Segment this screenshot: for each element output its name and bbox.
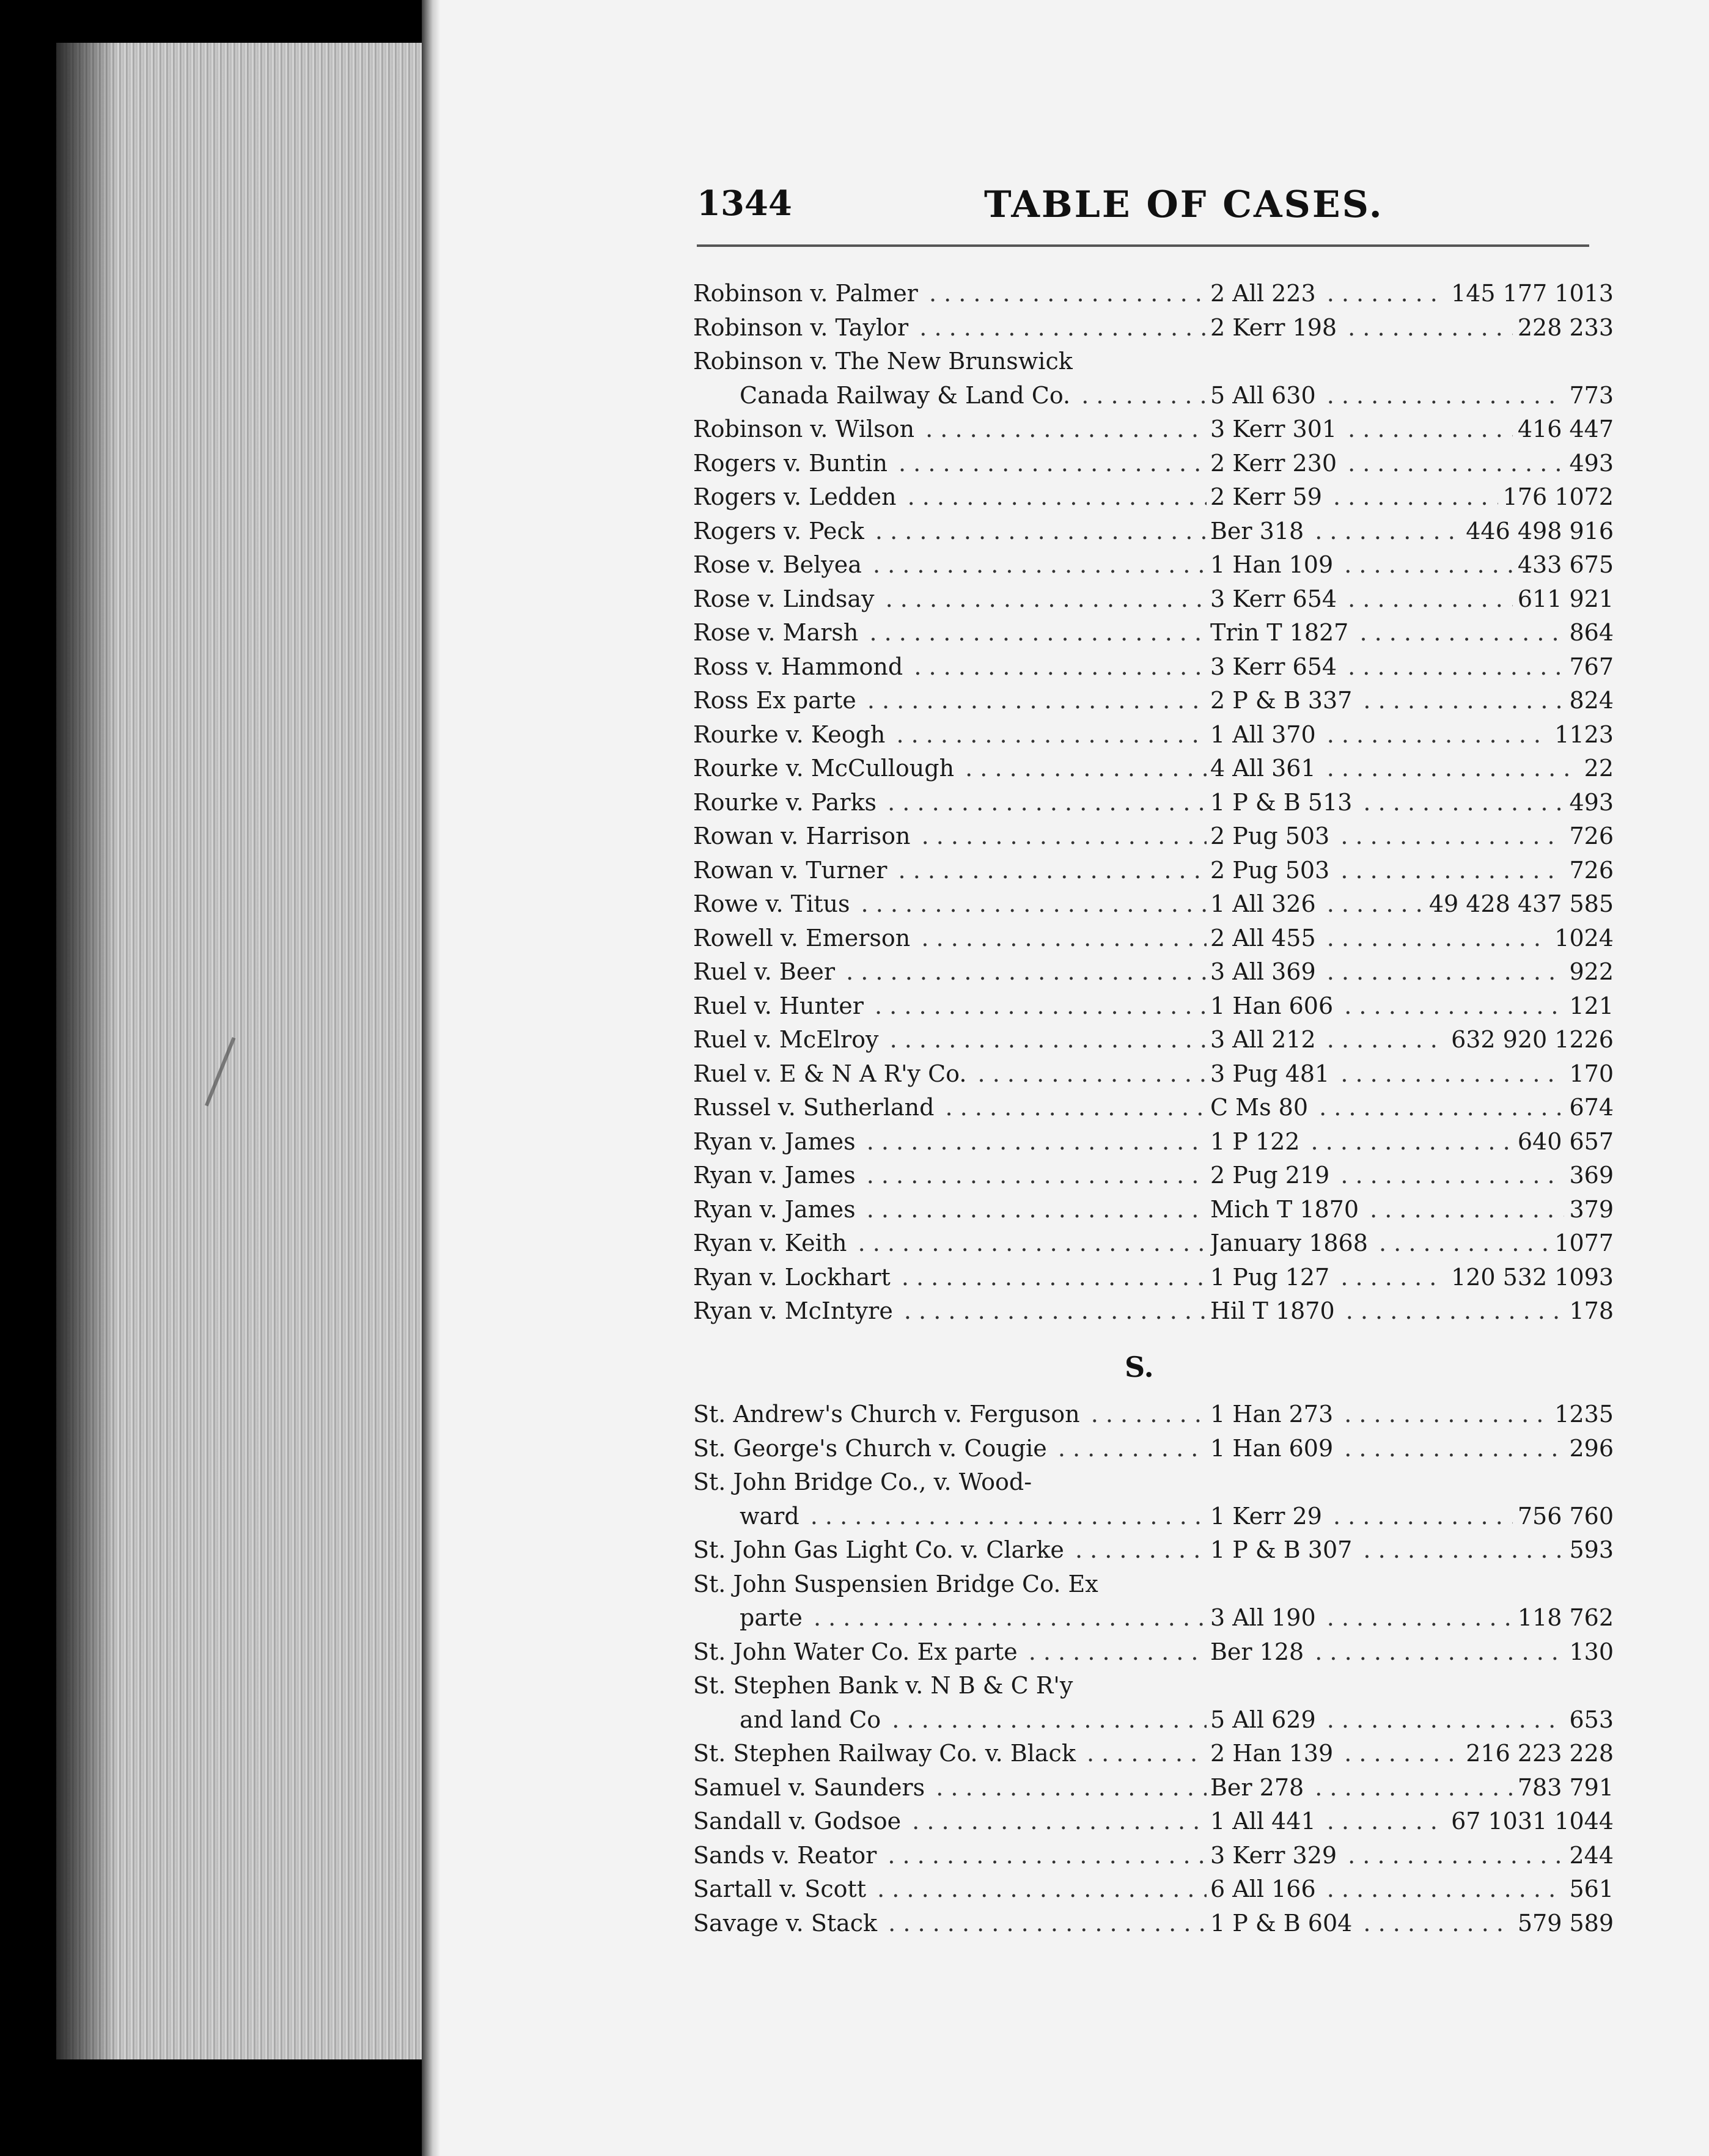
case-pages: 130 [1564,1638,1614,1665]
case-citation: 1 P & B 307 . . . [1210,1536,1614,1563]
case-row [678,1502,1614,1537]
case-citation: Trin T 1827 . . . [1210,619,1614,646]
case-name: Ryan v. James . . . [693,1196,1207,1223]
case-name: Ryan v. James . . . [693,1128,1207,1155]
case-citation: 1 Han 273 . . . [1210,1401,1614,1428]
case-row [678,687,1614,721]
case-citation: 1 Han 606 . . . [1210,992,1614,1019]
case-pages: 726 [1564,823,1614,849]
case-name: Ryan v. James . . . [693,1162,1207,1189]
case-row [678,619,1614,653]
case-pages: 1077 [1549,1230,1614,1256]
case-row [678,653,1614,688]
case-pages: 561 [1564,1876,1614,1902]
case-row [678,585,1614,620]
case-citation: 4 All 361 . . . [1210,755,1614,782]
case-name: Sands v. Reator . . . [693,1842,1207,1869]
case-row [678,992,1614,1027]
case-citation: 3 Pug 481 . . . [1210,1060,1614,1087]
case-name: Ruel v. Beer . . . [693,958,1207,985]
case-row [678,449,1614,484]
case-citation: 2 Pug 219 . . . [1210,1162,1614,1189]
case-name: parte . . . [740,1604,1207,1631]
case-pages: 244 [1564,1842,1614,1869]
case-citation: 1 Kerr 29 . . . [1210,1503,1614,1530]
case-citation: 2 Pug 503 . . . [1210,857,1614,884]
case-name: Ryan v. Lockhart . . . [693,1264,1207,1291]
case-pages: 296 [1564,1435,1614,1462]
case-citation: 3 All 212 . . . [1210,1026,1614,1053]
case-row [678,1128,1614,1162]
case-citation: 1 Han 109 . . . [1210,551,1614,578]
case-citation: 3 All 190 . . . [1210,1604,1614,1631]
section-letter-s: S. [1125,1351,1154,1384]
case-citation: Ber 318 . . . [1210,518,1614,544]
case-citation: Hil T 1870 . . . [1210,1297,1614,1324]
case-pages: 369 [1564,1162,1614,1189]
case-citation: 2 Kerr 198 . . . [1210,314,1614,341]
case-citation: 1 Han 609 . . . [1210,1435,1614,1462]
case-row [678,1060,1614,1094]
case-row [678,958,1614,992]
case-name: Ross Ex parte . . . [693,687,1207,714]
case-row [678,1672,1595,1706]
case-name: Savage v. Stack . . . [693,1910,1207,1937]
case-name: and land Co . . . [740,1706,1207,1733]
case-pages: 1024 [1549,925,1614,952]
case-row [678,1773,1614,1808]
case-pages: 170 [1564,1060,1614,1087]
case-citation: 1 Pug 127 . . . [1210,1264,1614,1291]
case-pages: 22 [1579,755,1614,782]
case-pages: 118 762 [1513,1604,1614,1631]
case-pages: 120 532 1093 [1446,1264,1614,1291]
case-row [678,1026,1614,1060]
case-pages: 416 447 [1513,416,1614,442]
case-pages: 216 223 228 [1461,1740,1614,1767]
case-row [678,280,1614,314]
case-row [678,1094,1614,1128]
case-name: St. John Gas Light Co. v. Clarke . . . [693,1536,1207,1563]
case-row [678,1638,1614,1673]
case-row [678,1230,1614,1264]
case-row [678,348,1595,382]
case-citation: Ber 128 . . . [1210,1638,1614,1665]
case-pages: 446 498 916 [1461,518,1614,544]
case-name: Ross v. Hammond . . . [693,653,1207,680]
case-name: Rourke v. McCullough . . . [693,755,1207,782]
case-citation: 3 All 369 . . . [1210,958,1614,985]
case-pages: 824 [1564,687,1614,714]
case-row [678,1909,1614,1944]
case-name: Robinson v. Palmer . . . [693,280,1207,307]
case-row [678,517,1614,552]
case-citation: Ber 278 . . . [1210,1774,1614,1801]
case-row [678,1297,1614,1332]
case-row [678,1604,1614,1638]
case-row [678,1162,1614,1196]
case-pages: 379 [1564,1196,1614,1223]
case-row [678,1401,1614,1435]
case-row [678,924,1614,959]
case-pages: 593 [1564,1536,1614,1563]
case-pages: 864 [1564,619,1614,646]
case-name: Robinson v. The New Brunswick [693,348,1207,375]
case-name: Rogers v. Peck . . . [693,518,1207,544]
case-name: Rowell v. Emerson . . . [693,925,1207,952]
page-header [697,183,1583,238]
case-name: St. John Water Co. Ex parte . . . [693,1638,1207,1665]
case-row [678,1841,1614,1876]
case-pages: 121 [1564,992,1614,1019]
case-row [678,1571,1595,1605]
case-citation: January 1868 . . . [1210,1230,1614,1256]
case-row [678,416,1614,450]
case-name: St. John Suspensien Bridge Co. Ex [693,1571,1207,1597]
case-name: St. Stephen Bank v. N B & C R'y [693,1672,1207,1699]
case-name: Rowan v. Harrison . . . [693,823,1207,849]
case-pages: 632 920 1226 [1446,1026,1614,1053]
case-row [678,1263,1614,1298]
case-citation: 2 Pug 503 . . . [1210,823,1614,849]
case-pages: 1123 [1549,721,1614,748]
case-name: Rogers v. Buntin . . . [693,450,1207,477]
case-pages: 674 [1564,1094,1614,1121]
case-name: Rose v. Marsh . . . [693,619,1207,646]
case-citation: 2 All 223 . . . [1210,280,1614,307]
case-pages: 767 [1564,653,1614,680]
case-row [678,1706,1614,1740]
case-citation: 3 Kerr 654 . . . [1210,653,1614,680]
case-row [678,1740,1614,1774]
case-row [678,1434,1614,1469]
case-name: Rose v. Belyea . . . [693,551,1207,578]
case-name: Rourke v. Parks . . . [693,789,1207,816]
case-pages: 178 [1564,1297,1614,1324]
case-name: St. Andrew's Church v. Ferguson . . . [693,1401,1207,1428]
case-pages: 640 657 [1513,1128,1614,1155]
case-citation: 2 P & B 337 . . . [1210,687,1614,714]
case-citation: 1 All 441 . . . [1210,1808,1614,1835]
case-row [678,890,1614,925]
case-citation: 2 Kerr 59 . . . [1210,483,1614,510]
case-name: St. George's Church v. Cougie . . . [693,1435,1207,1462]
page-title: TABLE OF CASES. [984,183,1384,226]
case-pages: 773 [1564,382,1614,409]
case-pages: 579 589 [1513,1910,1614,1937]
case-name: ward . . . [740,1503,1207,1530]
page-fold [422,0,440,2156]
case-row [678,856,1614,891]
header-rule [697,244,1589,247]
case-pages: 493 [1564,789,1614,816]
case-name: St. Stephen Railway Co. v. Black . . . [693,1740,1207,1767]
case-row [678,721,1614,755]
case-row [678,483,1614,518]
case-pages: 611 921 [1513,585,1614,612]
case-row [678,1195,1614,1230]
case-citation: 3 Kerr 329 . . . [1210,1842,1614,1869]
case-citation: 2 Kerr 230 . . . [1210,450,1614,477]
case-row [678,551,1614,585]
case-name: Ryan v. McIntyre . . . [693,1297,1207,1324]
case-pages: 145 177 1013 [1446,280,1614,307]
case-citation: 1 All 370 . . . [1210,721,1614,748]
case-name: Russel v. Sutherland . . . [693,1094,1207,1121]
case-citation: 1 P 122 . . . [1210,1128,1614,1155]
case-name: Robinson v. Wilson . . . [693,416,1207,442]
case-name: Ryan v. Keith . . . [693,1230,1207,1256]
case-name: Samuel v. Saunders . . . [693,1774,1207,1801]
case-citation: Mich T 1870 . . . [1210,1196,1614,1223]
case-row [678,314,1614,348]
case-citation: 1 All 326 . . . [1210,890,1614,917]
case-pages: 1235 [1549,1401,1614,1428]
case-pages: 228 233 [1513,314,1614,341]
page-number: 1344 [697,183,792,224]
case-citation: 2 All 455 . . . [1210,925,1614,952]
case-name: Robinson v. Taylor . . . [693,314,1207,341]
case-name: St. John Bridge Co., v. Wood- [693,1469,1207,1495]
case-citation: 6 All 166 . . . [1210,1876,1614,1902]
case-pages: 67 1031 1044 [1446,1808,1614,1835]
case-pages: 756 760 [1513,1503,1614,1530]
case-name: Canada Railway & Land Co. . . . [740,382,1207,409]
case-pages: 433 675 [1513,551,1614,578]
case-row [678,1808,1614,1842]
case-row [678,823,1614,857]
case-row [678,1536,1614,1571]
case-row [678,755,1614,789]
case-row [678,788,1614,823]
case-pages: 783 791 [1513,1774,1614,1801]
case-name: Rogers v. Ledden . . . [693,483,1207,510]
case-name: Ruel v. Hunter . . . [693,992,1207,1019]
case-citation: 5 All 630 . . . [1210,382,1614,409]
case-name: Ruel v. E & N A R'y Co. . . . [693,1060,1207,1087]
book-spine-shadow [56,43,117,2059]
case-name: Rourke v. Keogh . . . [693,721,1207,748]
case-name: Rose v. Lindsay . . . [693,585,1207,612]
case-citation: 2 Han 139 . . . [1210,1740,1614,1767]
case-name: Sartall v. Scott . . . [693,1876,1207,1902]
case-citation: 3 Kerr 654 . . . [1210,585,1614,612]
case-name: Ruel v. McElroy . . . [693,1026,1207,1053]
case-pages: 726 [1564,857,1614,884]
case-name: Rowan v. Turner . . . [693,857,1207,884]
case-pages: 49 428 437 585 [1424,890,1614,917]
case-citation: 3 Kerr 301 . . . [1210,416,1614,442]
case-pages: 922 [1564,958,1614,985]
case-pages: 653 [1564,1706,1614,1733]
case-row [678,1469,1595,1503]
case-name: Sandall v. Godsoe . . . [693,1808,1207,1835]
case-citation: C Ms 80 . . . [1210,1094,1614,1121]
case-citation: 1 P & B 604 . . . [1210,1910,1614,1937]
case-citation: 5 All 629 . . . [1210,1706,1614,1733]
case-row [678,1876,1614,1910]
case-pages: 493 [1564,450,1614,477]
case-name: Rowe v. Titus . . . [693,890,1207,917]
case-citation: 1 P & B 513 . . . [1210,789,1614,816]
case-pages: 176 1072 [1498,483,1614,510]
case-row [678,381,1614,416]
